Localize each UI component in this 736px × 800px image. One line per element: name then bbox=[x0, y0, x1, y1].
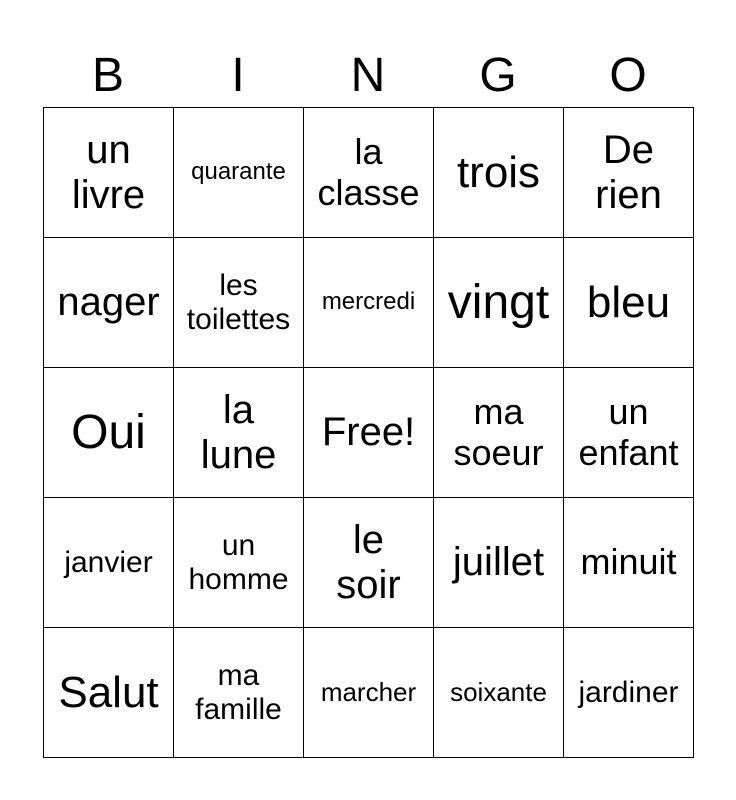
cell-text: Salut bbox=[58, 667, 159, 717]
cell-text: ma soeur bbox=[453, 391, 544, 473]
cell-text: le soir bbox=[336, 517, 401, 607]
cell-text: vingt bbox=[447, 275, 550, 329]
bingo-cell[interactable] bbox=[44, 238, 174, 368]
bingo-cell[interactable] bbox=[434, 498, 564, 628]
cell-text: la lune bbox=[200, 387, 277, 477]
bingo-cell[interactable] bbox=[44, 368, 174, 498]
cell-text: la classe bbox=[317, 131, 420, 213]
cell-text: un enfant bbox=[578, 391, 679, 473]
cell-text: minuit bbox=[580, 541, 677, 583]
cell-text: bleu bbox=[586, 277, 671, 327]
bingo-cell[interactable] bbox=[304, 108, 434, 238]
bingo-cell[interactable] bbox=[174, 238, 304, 368]
cell-text: trois bbox=[456, 147, 541, 197]
bingo-cell[interactable] bbox=[44, 108, 174, 238]
bingo-cell[interactable] bbox=[304, 238, 434, 368]
bingo-cell[interactable] bbox=[434, 368, 564, 498]
cell-text: ma famille bbox=[195, 658, 282, 726]
bingo-header bbox=[43, 44, 693, 108]
bingo-cell[interactable] bbox=[564, 108, 694, 238]
bingo-cell[interactable] bbox=[564, 368, 694, 498]
bingo-cell[interactable] bbox=[304, 628, 434, 758]
cell-text: quarante bbox=[191, 158, 286, 186]
bingo-cell[interactable] bbox=[174, 368, 304, 498]
bingo-cell[interactable] bbox=[564, 498, 694, 628]
bingo-card-grid bbox=[43, 107, 694, 758]
bingo-cell[interactable] bbox=[434, 108, 564, 238]
bingo-cell[interactable] bbox=[564, 628, 694, 758]
bingo-cell[interactable] bbox=[174, 108, 304, 238]
bingo-cell[interactable] bbox=[44, 628, 174, 758]
header-letter-b: B bbox=[91, 49, 124, 102]
cell-text: Free! bbox=[321, 410, 416, 455]
cell-text: soixante bbox=[450, 676, 547, 707]
bingo-cell[interactable] bbox=[564, 238, 694, 368]
bingo-cell[interactable] bbox=[174, 498, 304, 628]
bingo-cell[interactable] bbox=[44, 498, 174, 628]
cell-text: Oui bbox=[71, 405, 146, 459]
cell-text: un livre bbox=[71, 127, 146, 217]
header-letter-i: I bbox=[231, 49, 245, 102]
cell-text: mercredi bbox=[321, 288, 416, 316]
cell-text: janvier bbox=[64, 545, 153, 579]
bingo-cell[interactable] bbox=[304, 368, 434, 498]
bingo-cell[interactable] bbox=[434, 238, 564, 368]
cell-text: les toilettes bbox=[186, 268, 291, 336]
bingo-cell[interactable] bbox=[434, 628, 564, 758]
cell-text: De rien bbox=[595, 127, 662, 217]
header-letter-o: O bbox=[609, 49, 647, 102]
bingo-cell[interactable] bbox=[174, 628, 304, 758]
bingo-cell[interactable] bbox=[304, 498, 434, 628]
cell-text: marcher bbox=[320, 676, 417, 707]
cell-text: un homme bbox=[188, 528, 289, 596]
cell-text: jardiner bbox=[578, 675, 679, 709]
cell-text: juillet bbox=[452, 540, 545, 585]
cell-text: nager bbox=[57, 280, 160, 325]
header-letter-g: G bbox=[479, 49, 517, 102]
header-letter-n: N bbox=[350, 49, 386, 102]
